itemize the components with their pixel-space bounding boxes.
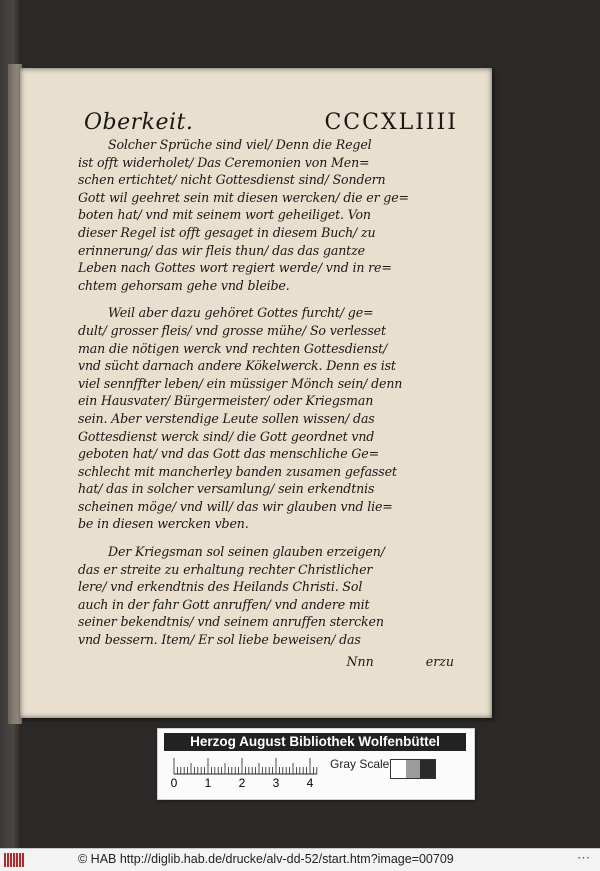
paragraph (78, 543, 458, 649)
page-footer (78, 653, 458, 671)
signature-mark: Nnn (346, 653, 374, 669)
gray-swatch (406, 760, 421, 778)
text-line: geboten hat/ vnd das Gott das menschliche Ge= (78, 446, 379, 462)
catchword: erzu (425, 653, 454, 669)
text-line: hat/ das in solcher versamlung/ sein erkendtnis (78, 481, 375, 497)
text-line: vnd bessern. Item/ Er sol liebe beweisen/ das (78, 632, 361, 648)
book-page (20, 68, 492, 718)
ruler-number: 4 (306, 776, 314, 790)
copyright-url[interactable]: © HAB http://diglib.hab.de/drucke/alv-dd-52/start.htm?image=00709 (78, 852, 454, 866)
text-line: Weil aber dazu gehöret Gottes furcht/ ge= (108, 305, 374, 321)
page-header (84, 110, 458, 136)
text-line: dieser Regel ist offt gesaget in diesem Buch/ zu (78, 224, 376, 240)
text-line: chtem gehorsam gehe vnd bleibe. (78, 277, 290, 293)
gray-scale-label: Gray Scale (330, 757, 390, 771)
ruler-number: 1 (204, 776, 212, 790)
ruler-number: 2 (238, 776, 246, 790)
text-line: Der Kriegsman sol seinen glauben erzeigen/ (108, 544, 385, 560)
text-line: erinnerung/ das wir fleis thun/ das das gantze (78, 242, 365, 258)
text-line: ein Hausvater/ Bürgermeister/ oder Kriegsman (78, 393, 374, 409)
text-line: seiner bekendtnis/ vnd seinem anruffen stercken (78, 614, 384, 630)
page-text-block (78, 110, 458, 670)
ruler-numbers (172, 776, 322, 792)
color-reference-card (157, 728, 475, 800)
text-line: sein. Aber verstendige Leute sollen wissen/ das (78, 410, 375, 426)
hab-logo-icon (4, 853, 26, 867)
status-bar (0, 848, 600, 871)
text-line: boten hat/ vnd mit seinem wort geheiliget. Von (78, 207, 371, 223)
gray-swatch (391, 760, 406, 778)
running-title: Oberkeit. (84, 110, 194, 135)
centimeter-ruler (172, 756, 322, 776)
ruler-number: 3 (272, 776, 280, 790)
folio-number: CCCXLIIII (324, 110, 458, 135)
text-line: Gottesdienst werck sind/ die Gott geordnet vnd (78, 428, 375, 444)
text-line: Solcher Sprüche sind viel/ Denn die Regel (108, 137, 372, 152)
text-line: auch in der fahr Gott anruffen/ vnd andere mit (78, 596, 370, 612)
text-line: dult/ grosser fleis/ vnd grosse mühe/ So verlesset (78, 322, 386, 338)
gray-scale-swatches (390, 759, 436, 779)
text-line: ist offt widerholet/ Das Ceremonien von Men= (78, 154, 370, 170)
text-line: schlecht mit mancherley banden zusamen gefasset (78, 463, 397, 479)
text-line: Leben nach Gottes wort regiert werde/ vnd in re= (78, 260, 392, 276)
text-line: vnd sücht darnach andere Kökelwerck. Denn es ist (78, 358, 396, 374)
text-line: das er streite zu erhaltung rechter Christlicher (78, 561, 373, 577)
ellipsis-icon[interactable]: ⋯ (577, 850, 590, 865)
institution-label: Herzog August Bibliothek Wolfenbüttel (164, 733, 466, 751)
text-line: scheinen möge/ vnd will/ das wir glauben vnd lie= (78, 498, 393, 514)
text-line: schen ertichtet/ nicht Gottesdienst sind/ Sondern (78, 172, 386, 188)
gray-swatch (420, 760, 435, 778)
text-line: be in diesen wercken vben. (78, 516, 249, 532)
text-line: lere/ vnd erkendtnis des Heilands Christi. Sol (78, 579, 363, 595)
ruler-number: 0 (170, 776, 178, 790)
text-line: Gott wil geehret sein mit diesen wercken/ die er ge= (78, 189, 409, 205)
paragraphs (78, 136, 458, 653)
text-line: viel sennffter leben/ ein müssiger Mönch sein/ denn (78, 375, 403, 391)
paragraph (78, 304, 458, 533)
paragraph (78, 136, 458, 294)
text-line: man die nötigen werck vnd rechten Gottesdienst/ (78, 340, 388, 356)
